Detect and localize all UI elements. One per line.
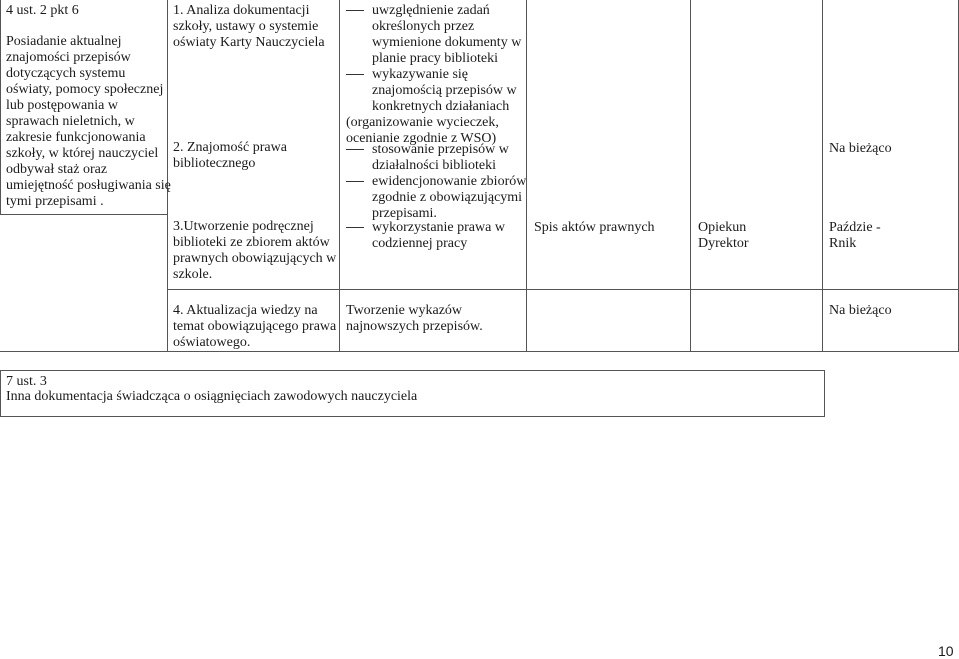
effect-line: planie pracy biblioteki (372, 51, 498, 66)
row3-text: Inna dokumentacja świadcząca o osiągnięciach zawodowych nauczyciela (6, 389, 418, 404)
task-line: 4. Aktualizacja wiedzy na (173, 303, 318, 318)
requirement-text (6, 34, 171, 210)
effect-1 (346, 3, 521, 67)
task-2 (173, 140, 287, 172)
task-line: szkoły, ustawy o systemie (173, 19, 319, 34)
effect-line: Tworzenie wykazów (346, 303, 463, 318)
requirement-line: umiejętność posługiwania się (6, 178, 171, 193)
requirement-line: odbywał staż oraz (6, 162, 108, 177)
dash-bullet-icon (346, 10, 364, 11)
col-divider-1 (0, 0, 1, 215)
effect-line: działalności biblioteki (372, 158, 497, 173)
person-line: Opiekun (698, 220, 747, 235)
effect-line: uwzględnienie zadań (372, 3, 490, 18)
effect-6 (346, 303, 483, 335)
dash-bullet-icon (346, 227, 364, 228)
task-line: szkole. (173, 267, 213, 282)
effect-line: przepisami. (372, 206, 437, 221)
effect-dash-line (346, 3, 521, 19)
requirement-line: lub postępowania w (6, 98, 118, 113)
requirement-line: dotyczących systemu (6, 66, 126, 81)
effect-line: stosowanie przepisów w (372, 142, 509, 157)
effect-line: codziennej pracy (372, 236, 468, 251)
effect-2 (346, 67, 517, 147)
effect-5 (346, 220, 505, 252)
row3-ref: 7 ust. 3 (6, 374, 47, 389)
term-line: Paździe - (829, 220, 881, 235)
task-line: temat obowiązującego prawa (173, 319, 337, 334)
effect-line: konkretnych działaniach (372, 99, 510, 114)
evidence-text: Spis aktów prawnych (534, 220, 655, 235)
dash-bullet-icon (346, 149, 364, 150)
col-divider-3 (339, 0, 340, 352)
term-line: Rnik (829, 236, 857, 251)
task-line: biblioteki ze zbiorem aktów (173, 235, 330, 250)
task-line: prawnych obowiązujących w (173, 251, 337, 266)
term-ongoing-2: Na bieżąco (829, 303, 892, 318)
row-divider (167, 289, 959, 290)
effect-line: określonych przez (372, 19, 475, 34)
responsible-persons (698, 220, 749, 252)
term-october (829, 220, 881, 252)
requirement-line: tymi przepisami . (6, 194, 104, 209)
task-line: oświatowego. (173, 335, 251, 350)
task-line: 2. Znajomość prawa (173, 140, 287, 155)
page-number: 10 (938, 643, 954, 659)
effect-line: (organizowanie wycieczek, (346, 115, 499, 130)
dash-bullet-icon (346, 74, 364, 75)
req-cell-bottom (0, 214, 168, 215)
col-divider-6 (822, 0, 823, 352)
effect-line: wymienione dokumenty w (372, 35, 522, 50)
effect-line: ocenianie zgodnie z WSO) (346, 131, 497, 146)
task-line: 3.Utworzenie podręcznej (173, 219, 314, 234)
requirement-line: znajomości przepisów (6, 50, 131, 65)
term-ongoing: Na bieżąco (829, 141, 892, 156)
task-line: 1. Analiza dokumentacji (173, 3, 310, 18)
effect-dash-line (346, 220, 505, 236)
requirement-line: szkoły, w której nauczyciel (6, 146, 159, 161)
effect-dash-line (346, 142, 509, 158)
col-divider-5 (690, 0, 691, 352)
effect-line: znajomością przepisów w (372, 83, 517, 98)
requirement-line: Posiadanie aktualnej (6, 34, 122, 49)
task-4 (173, 303, 336, 351)
requirement-ref: 4 ust. 2 pkt 6 (6, 3, 79, 18)
task-line: oświaty Karty Nauczyciela (173, 35, 325, 50)
requirement-line: sprawach nieletnich, w (6, 114, 135, 129)
person-line: Dyrektor (698, 236, 749, 251)
effect-4 (346, 174, 526, 222)
dash-bullet-icon (346, 181, 364, 182)
effect-line: najnowszych przepisów. (346, 319, 483, 334)
requirement-line: oświaty, pomocy społecznej (6, 82, 164, 97)
task-1 (173, 3, 325, 51)
effect-dash-line (346, 174, 526, 190)
effect-line: wykazywanie się (372, 67, 469, 82)
effect-line: ewidencjonowanie zbiorów (372, 174, 527, 189)
task-3 (173, 219, 336, 283)
effect-dash-line (346, 67, 517, 83)
effect-line: zgodnie z obowiązującymi (372, 190, 523, 205)
effect-line: wykorzystanie prawa w (372, 220, 505, 235)
effect-3 (346, 142, 509, 174)
requirement-line: zakresie funkcjonowania (6, 130, 146, 145)
task-line: bibliotecznego (173, 156, 256, 171)
